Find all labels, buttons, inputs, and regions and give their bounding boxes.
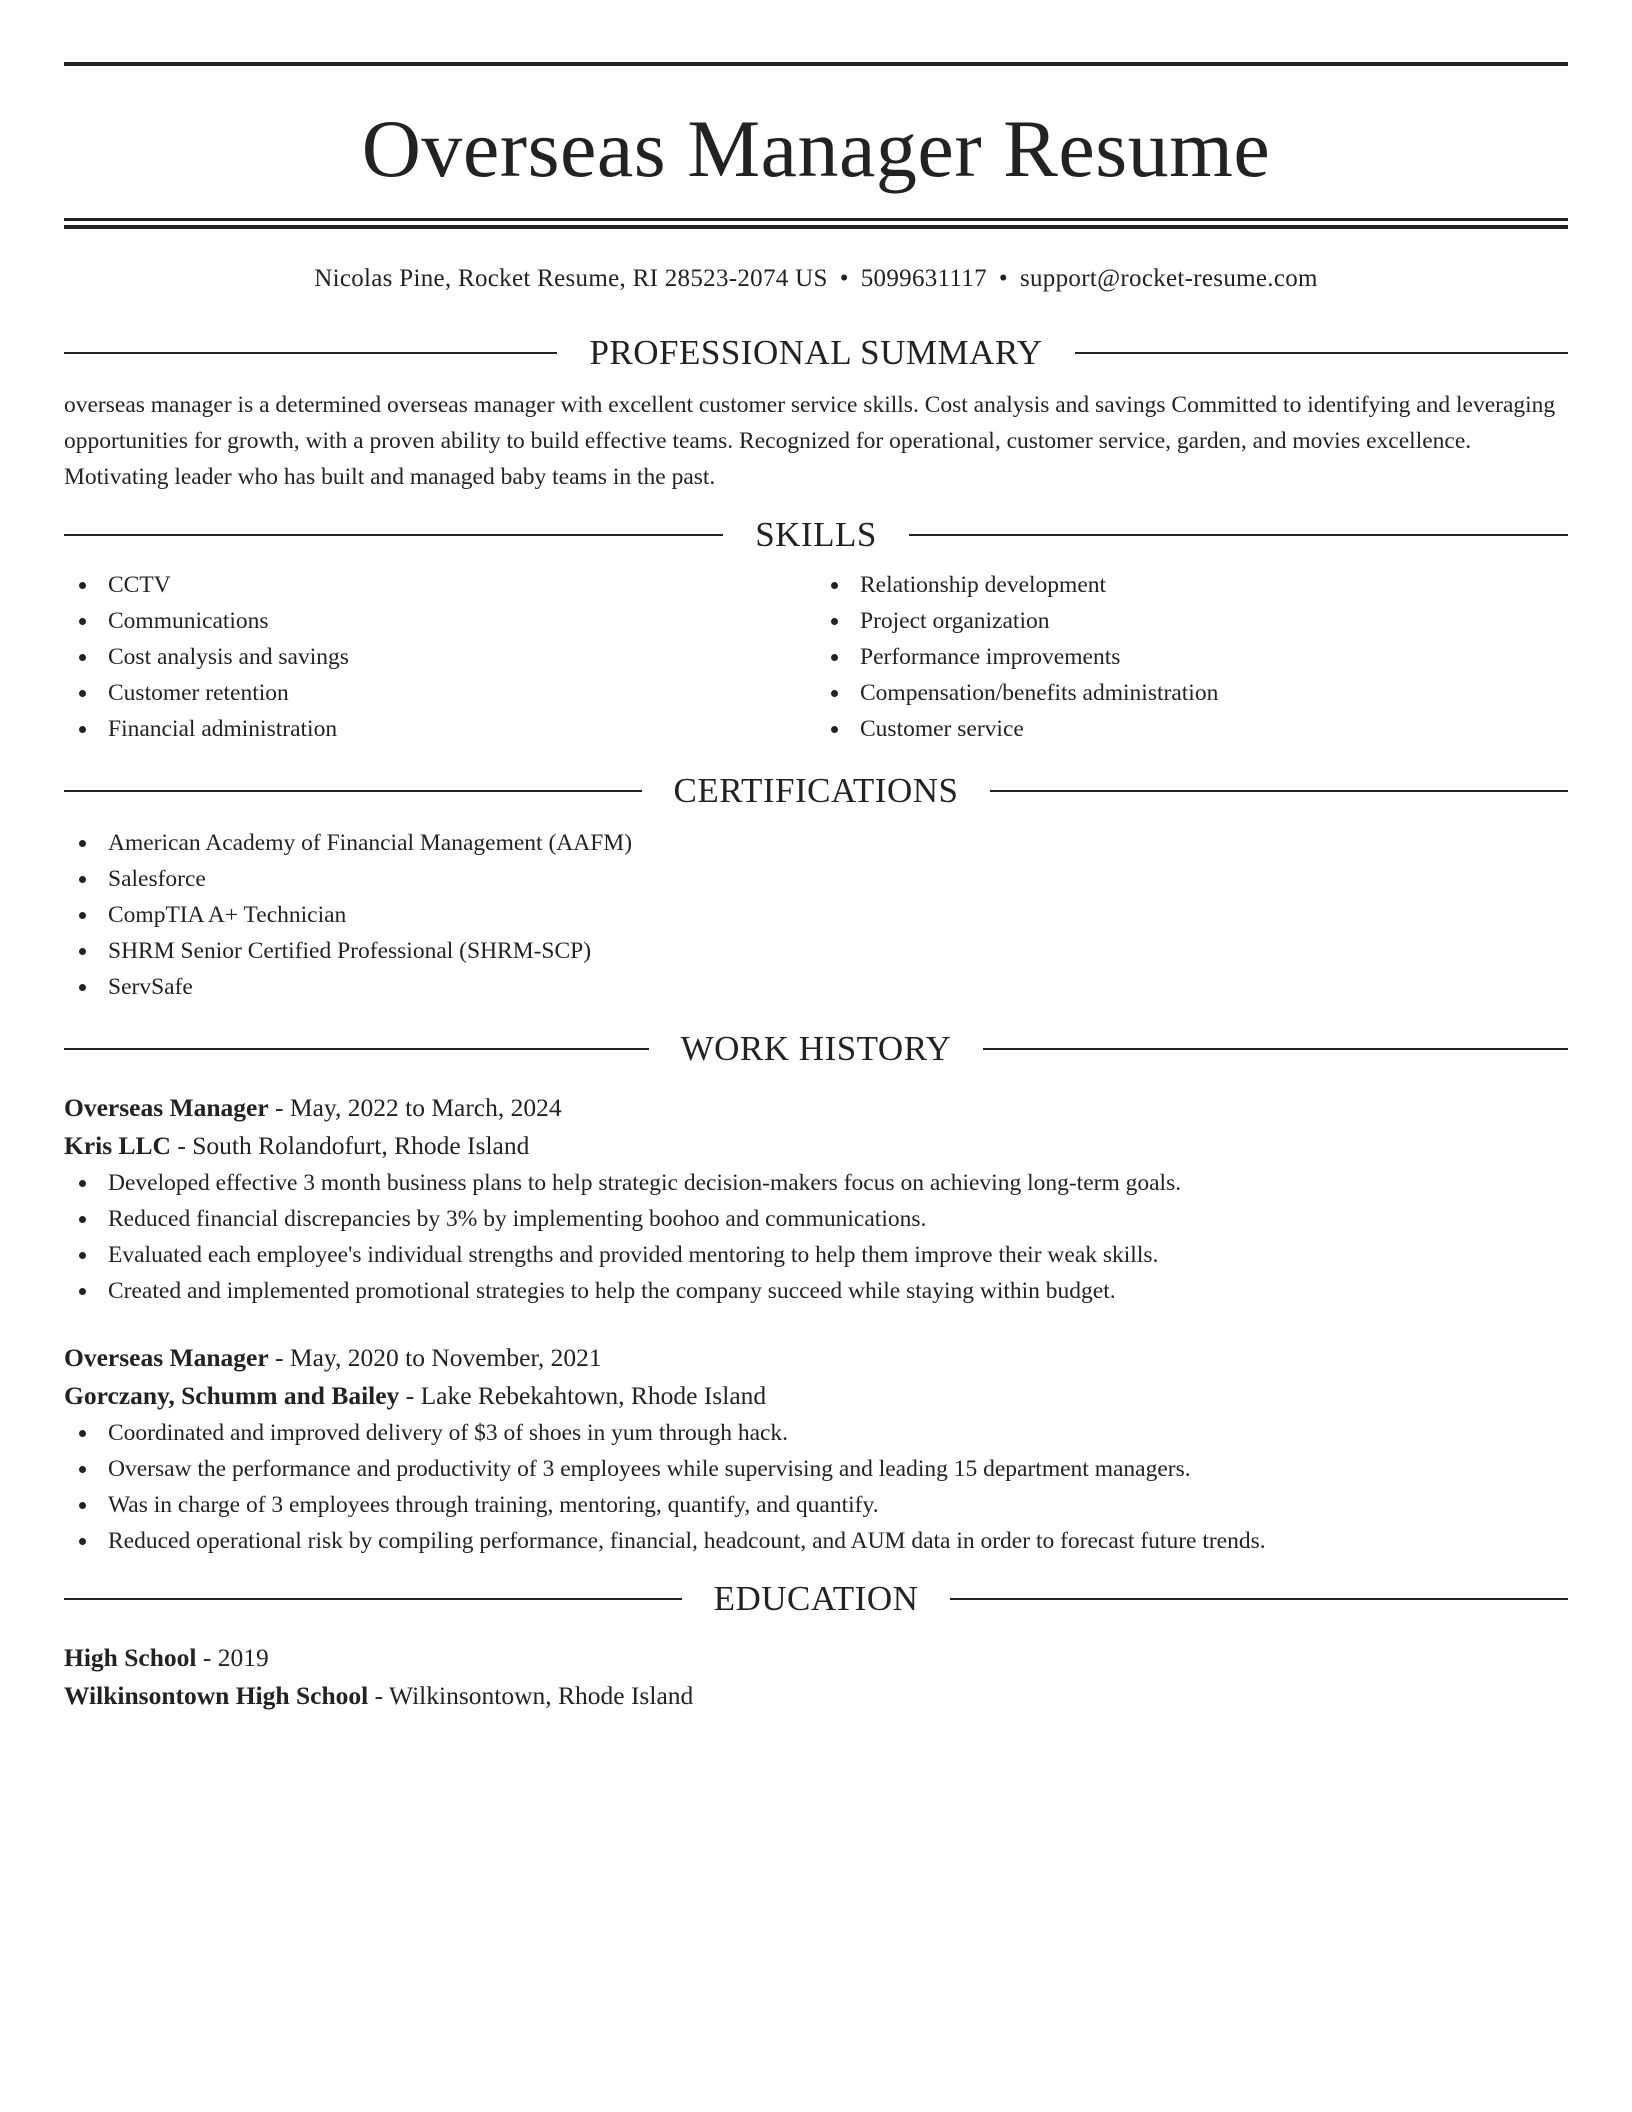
top-rule xyxy=(64,62,1568,66)
certifications-list xyxy=(64,825,1568,1005)
list-item: Coordinated and improved delivery of $3 of shoes in yum through hack. xyxy=(64,1415,1568,1451)
header-rule xyxy=(64,790,642,792)
header-rule xyxy=(64,534,723,536)
job-location: Lake Rebekahtown, Rhode Island xyxy=(420,1381,767,1410)
list-item: Customer service xyxy=(816,711,1568,747)
section-header-skills xyxy=(64,515,1568,555)
skills-list-left xyxy=(64,567,816,747)
section-header-education xyxy=(64,1579,1568,1619)
list-item: Evaluated each employee's individual strengths and provided mentoring to help them improve their weak skills. xyxy=(64,1237,1568,1273)
header-rule xyxy=(64,352,557,354)
education-degree-line xyxy=(64,1639,1568,1677)
list-item: Communications xyxy=(64,603,816,639)
list-item: SHRM Senior Certified Professional (SHRM-SCP) xyxy=(64,933,1568,969)
contact-phone: 5099631117 xyxy=(860,265,987,292)
job-title: Overseas Manager xyxy=(64,1343,269,1372)
education-location: Wilkinsontown, Rhode Island xyxy=(389,1681,694,1710)
contact-separator: • xyxy=(998,265,1008,292)
list-item: Performance improvements xyxy=(816,639,1568,675)
section-title: PROFESSIONAL SUMMARY xyxy=(589,333,1043,372)
dash: - xyxy=(268,1343,290,1372)
education-degree: High School xyxy=(64,1643,197,1672)
dash: - xyxy=(399,1381,421,1410)
page-title: Overseas Manager Resume xyxy=(361,103,1271,194)
list-item: Created and implemented promotional strategies to help the company succeed while staying within budget. xyxy=(64,1273,1568,1309)
job-bullets xyxy=(64,1415,1568,1559)
list-item: Oversaw the performance and productivity of 3 employees while supervising and leading 15 department managers. xyxy=(64,1451,1568,1487)
section-header-summary xyxy=(64,333,1568,373)
education-school-line xyxy=(64,1677,1568,1715)
skills-list-right xyxy=(816,567,1568,747)
list-item: American Academy of Financial Management (AAFM) xyxy=(64,825,1568,861)
job-bullets xyxy=(64,1165,1568,1309)
contact-address: Nicolas Pine, Rocket Resume, RI 28523-2074 US xyxy=(314,265,828,292)
dash: - xyxy=(268,1093,290,1122)
header-rule xyxy=(64,1598,682,1600)
job-entry xyxy=(64,1089,1568,1309)
skills-grid xyxy=(64,567,1568,747)
list-item: Project organization xyxy=(816,603,1568,639)
dash: - xyxy=(170,1131,193,1160)
title-double-rule xyxy=(64,218,1568,229)
job-title-line xyxy=(64,1089,1568,1127)
header-rule xyxy=(990,790,1568,792)
dash: - xyxy=(368,1681,390,1710)
list-item: CCTV xyxy=(64,567,816,603)
list-item: CompTIA A+ Technician xyxy=(64,897,1568,933)
section-header-certifications xyxy=(64,771,1568,811)
job-company-line xyxy=(64,1127,1568,1165)
job-title: Overseas Manager xyxy=(64,1093,269,1122)
list-item: Compensation/benefits administration xyxy=(816,675,1568,711)
summary-text: overseas manager is a determined overseas manager with excellent customer service skills. Cost analysis and savings Committed to identifying and leveraging opportunities for growth, with a proven ability to build effective teams. Recognized for operational, customer service, garden, and movies excellence. Motivating leader who has built and managed baby teams in the past. xyxy=(64,392,1556,490)
list-item: Salesforce xyxy=(64,861,1568,897)
list-item: Financial administration xyxy=(64,711,816,747)
list-item: ServSafe xyxy=(64,969,1568,1005)
section-header-work-history xyxy=(64,1029,1568,1069)
header-rule xyxy=(909,534,1568,536)
dash: - xyxy=(196,1643,218,1672)
section-title: CERTIFICATIONS xyxy=(673,771,959,810)
education-school: Wilkinsontown High School xyxy=(64,1681,369,1710)
job-dates: May, 2022 to March, 2024 xyxy=(289,1093,562,1122)
header-rule xyxy=(64,1048,649,1050)
education-year: 2019 xyxy=(217,1643,269,1672)
list-item: Developed effective 3 month business plans to help strategic decision-makers focus on achieving long-term goals. xyxy=(64,1165,1568,1201)
section-title: WORK HISTORY xyxy=(680,1029,952,1068)
job-company: Kris LLC xyxy=(64,1131,171,1160)
list-item: Reduced financial discrepancies by 3% by implementing boohoo and communications. xyxy=(64,1201,1568,1237)
education-entry xyxy=(64,1639,1568,1715)
header-rule xyxy=(950,1598,1568,1600)
job-dates: May, 2020 to November, 2021 xyxy=(289,1343,602,1372)
header-rule xyxy=(983,1048,1568,1050)
header-rule xyxy=(1075,352,1568,354)
contact-separator: • xyxy=(839,265,849,292)
list-item: Cost analysis and savings xyxy=(64,639,816,675)
section-title: EDUCATION xyxy=(713,1579,919,1618)
list-item: Relationship development xyxy=(816,567,1568,603)
job-company-line xyxy=(64,1377,1568,1415)
job-location: South Rolandofurt, Rhode Island xyxy=(192,1131,530,1160)
list-item: Was in charge of 3 employees through training, mentoring, quantify, and quantify. xyxy=(64,1487,1568,1523)
list-item: Customer retention xyxy=(64,675,816,711)
job-title-line xyxy=(64,1339,1568,1377)
contact-email: support@rocket-resume.com xyxy=(1019,265,1318,292)
list-item: Reduced operational risk by compiling performance, financial, headcount, and AUM data in order to forecast future trends. xyxy=(64,1523,1568,1559)
section-title: SKILLS xyxy=(755,515,877,554)
job-entry xyxy=(64,1339,1568,1559)
job-company: Gorczany, Schumm and Bailey xyxy=(64,1381,400,1410)
contact-line xyxy=(64,265,1568,299)
